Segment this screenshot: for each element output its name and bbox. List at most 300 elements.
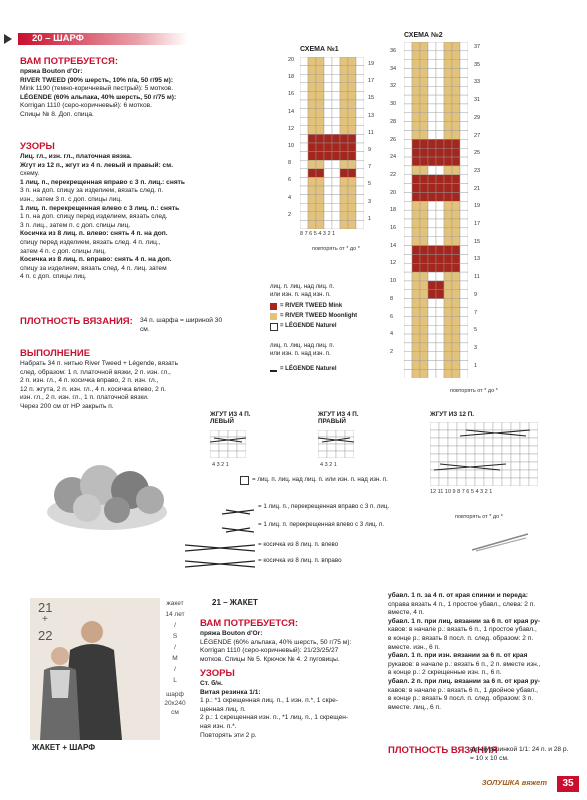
materials-lines-line: Спицы № 8. Доп. спица. xyxy=(20,110,94,118)
grid-cell xyxy=(436,281,444,290)
shawl-item: см xyxy=(171,709,179,716)
schema2-left-number: 34 xyxy=(390,65,397,72)
key-3: = 1 лиц. п. перекрещенная влево с 3 лиц. п. xyxy=(258,521,385,528)
grid-cell xyxy=(420,192,428,201)
grid-cell xyxy=(348,66,356,75)
grid-cell xyxy=(340,177,348,186)
grid-cell xyxy=(300,134,308,143)
grid-cell xyxy=(428,316,436,325)
grid-cell xyxy=(452,299,460,308)
grid-cell xyxy=(436,352,444,361)
legend-mink: = RIVER TWEED Mink xyxy=(280,303,343,309)
grid-cell xyxy=(436,325,444,334)
grid-cell xyxy=(300,100,308,109)
jacket-materials-line: пряжа Bouton d'Or: xyxy=(200,630,263,637)
grid-cell xyxy=(356,143,364,152)
grid-cell xyxy=(332,126,340,135)
grid-cell xyxy=(444,352,452,361)
grid-cell xyxy=(452,308,460,317)
grid-cell xyxy=(404,184,412,193)
grid-cell xyxy=(300,186,308,195)
key-4: = косичка из 8 лиц. п. влево xyxy=(258,541,339,548)
patterns-lines-line: 3 п. лиц., затем п. с доп. спицы лиц. xyxy=(20,221,131,229)
grid-cell xyxy=(308,160,316,169)
grid-cell xyxy=(452,148,460,157)
grid-cell xyxy=(332,117,340,126)
jacket-right_col-line: в конце р.: вязать 9 посл. п. след. образом: 3 п. xyxy=(388,695,534,703)
patterns-lines-line: 1 лиц. п., перекрещенная вправо с 3 п. лиц.: снять xyxy=(20,178,185,186)
grid-cell xyxy=(466,438,475,446)
grid-cell xyxy=(430,438,439,446)
grid-cell xyxy=(436,122,444,131)
grid-cell xyxy=(466,422,475,430)
grid-cell xyxy=(420,175,428,184)
grid-cell xyxy=(300,143,308,152)
grid-cell xyxy=(444,237,452,246)
grid-cell xyxy=(428,77,436,86)
grid-cell xyxy=(404,148,412,157)
grid-cell xyxy=(436,139,444,148)
grid-cell xyxy=(430,470,439,478)
execution-text xyxy=(20,360,220,412)
grid-cell xyxy=(436,104,444,113)
grid-cell xyxy=(336,444,345,451)
grid-cell xyxy=(436,369,444,378)
grid-cell xyxy=(332,100,340,109)
grid-cell xyxy=(332,143,340,152)
grid-cell xyxy=(210,451,219,458)
grid-cell xyxy=(420,334,428,343)
grid-cell xyxy=(404,361,412,370)
grid-cell xyxy=(420,254,428,263)
grid-cell xyxy=(420,352,428,361)
grid-cell xyxy=(316,169,324,178)
grid-cell xyxy=(420,184,428,193)
size-item: S xyxy=(172,633,178,640)
grid-cell xyxy=(308,91,316,100)
grid-cell xyxy=(430,422,439,430)
jacket-patterns-line: Ст. б/н. xyxy=(200,680,223,687)
grid-cell xyxy=(420,95,428,104)
grid-cell xyxy=(448,454,457,462)
grid-cell xyxy=(404,281,412,290)
grid-cell xyxy=(436,228,444,237)
grid-cell xyxy=(420,113,428,122)
grid-cell xyxy=(316,109,324,118)
grid-cell xyxy=(412,228,420,237)
grid-cell xyxy=(340,152,348,161)
grid-cell xyxy=(404,352,412,361)
grid-cell xyxy=(475,478,484,486)
grid-cell xyxy=(457,470,466,478)
grid-cell xyxy=(412,60,420,69)
grid-cell xyxy=(428,361,436,370)
jacket-patterns-line: щенная лиц. п. xyxy=(200,705,246,713)
grid-cell xyxy=(457,446,466,454)
grid-cell xyxy=(308,134,316,143)
schema1-left-number: 12 xyxy=(288,125,295,132)
grid-cell xyxy=(345,444,354,451)
swatch-mink xyxy=(270,303,277,310)
grid-cell xyxy=(316,74,324,83)
grid-cell xyxy=(404,51,412,60)
grid-cell xyxy=(444,184,452,193)
grid-cell xyxy=(439,478,448,486)
grid-cell xyxy=(460,352,468,361)
grid-cell xyxy=(444,51,452,60)
grid-cell xyxy=(420,228,428,237)
grid-cell xyxy=(444,104,452,113)
grid-cell xyxy=(324,177,332,186)
grid-cell xyxy=(428,219,436,228)
grid-cell xyxy=(436,219,444,228)
grid-cell xyxy=(428,237,436,246)
grid-cell xyxy=(404,369,412,378)
grid-cell xyxy=(493,454,502,462)
grid-cell xyxy=(436,60,444,69)
jacket-right_col-line: убавл. 1 п. за 4 п. от края спинки и переда: xyxy=(388,592,528,599)
grid-cell xyxy=(340,203,348,212)
grid-cell xyxy=(348,152,356,161)
grid-cell xyxy=(340,91,348,100)
grid-cell xyxy=(452,104,460,113)
grid-cell xyxy=(529,462,538,470)
grid-cell xyxy=(300,152,308,161)
key-2: = 1 лиц. п., перекрещенная вправо с 3 п. лиц. xyxy=(258,503,390,510)
grid-cell xyxy=(529,438,538,446)
grid-cell xyxy=(502,446,511,454)
grid-cell xyxy=(210,430,219,437)
density-heading: ПЛОТНОСТЬ ВЯЗАНИЯ: xyxy=(20,316,133,327)
legend-line-7: или изн. п. над изн. п. xyxy=(270,351,331,357)
grid-cell xyxy=(436,184,444,193)
grid-cell xyxy=(308,57,316,66)
grid-cell xyxy=(420,219,428,228)
grid-cell xyxy=(428,228,436,237)
grid-cell xyxy=(300,74,308,83)
execution-heading: ВЫПОЛНЕНИЕ xyxy=(20,348,91,359)
grid-cell xyxy=(316,203,324,212)
grid-cell xyxy=(511,478,520,486)
cable-twelve-title: ЖГУТ ИЗ 12 П. xyxy=(430,411,475,418)
grid-cell xyxy=(300,83,308,92)
cable-left-title: ЖГУТ ИЗ 4 П. ЛЕВЫЙ xyxy=(210,411,251,425)
grid-cell xyxy=(444,228,452,237)
grid-cell xyxy=(511,438,520,446)
grid-cell xyxy=(436,254,444,263)
grid-cell xyxy=(460,201,468,210)
schema2-right-number: 31 xyxy=(474,97,481,104)
grid-cell xyxy=(356,177,364,186)
grid-cell xyxy=(452,369,460,378)
grid-cell xyxy=(412,343,420,352)
grid-cell xyxy=(412,369,420,378)
grid-cell xyxy=(436,166,444,175)
grid-cell xyxy=(300,160,308,169)
grid-cell xyxy=(452,60,460,69)
grid-cell xyxy=(460,361,468,370)
grid-cell xyxy=(428,139,436,148)
grid-cell xyxy=(420,166,428,175)
materials-text xyxy=(20,68,210,120)
grid-cell xyxy=(308,169,316,178)
schema2-left-number: 32 xyxy=(390,83,397,90)
execution-lines-line: Через 200 см от НР закрыть п. xyxy=(20,402,114,410)
grid-cell xyxy=(340,134,348,143)
density-text: 34 п. шарфа = шириной 30 см. xyxy=(140,317,223,333)
arrow-icon xyxy=(4,34,12,44)
grid-cell xyxy=(428,281,436,290)
grid-cell xyxy=(340,169,348,178)
grid-cell xyxy=(452,51,460,60)
legend-moonlight: = RIVER TWEED Moonlight xyxy=(280,313,358,319)
grid-cell xyxy=(300,91,308,100)
grid-cell xyxy=(348,91,356,100)
grid-cell xyxy=(460,254,468,263)
grid-cell xyxy=(332,152,340,161)
jacket-right_col-line: в конце р.: вязать 8 посл. п. след. образом: 2 п. xyxy=(388,634,534,642)
grid-cell xyxy=(428,86,436,95)
grid-cell xyxy=(420,122,428,131)
materials-lines-line: Mink 1190 (темно-коричневый пестрый): 5 мотков. xyxy=(20,85,174,93)
schema1-right-number: 5 xyxy=(368,181,372,188)
grid-cell xyxy=(332,186,340,195)
grid-cell xyxy=(420,343,428,352)
grid-cell xyxy=(452,139,460,148)
size-item: жакет xyxy=(166,600,184,607)
grid-cell xyxy=(420,86,428,95)
yarn-bowl-image xyxy=(42,440,172,545)
grid-cell xyxy=(460,299,468,308)
size-list xyxy=(160,598,190,686)
grid-cell xyxy=(448,446,457,454)
jacket-right_col-line: убавл. 1 п. при лиц. вязании за 6 п. от края ру- xyxy=(388,617,541,625)
jacket-title: 21 – ЖАКЕТ xyxy=(212,598,258,607)
grid-cell xyxy=(428,166,436,175)
schema1-right-number: 13 xyxy=(368,112,375,119)
grid-cell xyxy=(356,160,364,169)
jacket-patterns-line: ная изн. п.*. xyxy=(200,722,237,730)
jacket-right_col-line: справа вязать 4 п., 1 простое убавл., слева: 2 п. xyxy=(388,600,536,608)
size-item: L xyxy=(173,677,177,684)
grid-cell xyxy=(436,316,444,325)
grid-cell xyxy=(428,246,436,255)
grid-cell xyxy=(460,272,468,281)
grid-cell xyxy=(428,334,436,343)
grid-cell xyxy=(340,186,348,195)
grid-cell xyxy=(318,430,327,437)
schema1-right-number: 11 xyxy=(368,129,374,136)
grid-cell xyxy=(324,212,332,221)
schema1-title: СХЕМА №1 xyxy=(300,46,339,53)
jacket-materials-line: LÉGENDE (60% альпака, 40% шерсть, 50 г/75 м): xyxy=(200,638,352,646)
swatch-naturel xyxy=(270,323,278,331)
grid-cell xyxy=(452,157,460,166)
grid-cell xyxy=(430,462,439,470)
grid-cell xyxy=(475,470,484,478)
grid-cell xyxy=(428,254,436,263)
schema2-right-number: 15 xyxy=(474,238,481,245)
cable-left-grid xyxy=(210,430,246,463)
grid-cell xyxy=(493,438,502,446)
schema2-right-number: 13 xyxy=(474,256,481,263)
grid-cell xyxy=(428,308,436,317)
grid-cell xyxy=(430,454,439,462)
grid-cell xyxy=(420,104,428,113)
grid-cell xyxy=(404,69,412,78)
grid-cell xyxy=(300,220,308,229)
grid-cell xyxy=(428,148,436,157)
grid-cell xyxy=(412,42,420,51)
grid-cell xyxy=(444,86,452,95)
grid-cell xyxy=(340,195,348,204)
grid-cell xyxy=(460,281,468,290)
grid-cell xyxy=(420,139,428,148)
grid-cell xyxy=(332,177,340,186)
grid-cell xyxy=(316,160,324,169)
jacket-patterns-line: 2 р.: 1 скрещенная изн. п., *1 лиц. п., 1 скрещен- xyxy=(200,714,349,722)
grid-cell xyxy=(484,438,493,446)
grid-cell xyxy=(356,134,364,143)
grid-cell xyxy=(420,316,428,325)
braid-right-icon xyxy=(185,556,255,574)
grid-cell xyxy=(412,77,420,86)
grid-cell xyxy=(428,122,436,131)
grid-cell xyxy=(428,369,436,378)
grid-cell xyxy=(444,122,452,131)
legend-line-1: лиц. п. лиц. над лиц. п. xyxy=(270,284,335,290)
grid-cell xyxy=(348,109,356,118)
grid-cell xyxy=(356,152,364,161)
grid-cell xyxy=(466,446,475,454)
grid-cell xyxy=(404,299,412,308)
size-plus: + xyxy=(42,614,48,625)
grid-cell xyxy=(452,113,460,122)
grid-cell xyxy=(308,117,316,126)
grid-cell xyxy=(356,220,364,229)
schema1-right-number: 7 xyxy=(368,164,372,171)
grid-cell xyxy=(457,438,466,446)
patterns-lines-line: Лиц. гл., изн. гл., платочная вязка. xyxy=(20,153,132,160)
cross-left-icon xyxy=(222,521,254,539)
grid-cell xyxy=(493,478,502,486)
grid-cell xyxy=(493,446,502,454)
grid-cell xyxy=(308,83,316,92)
grid-cell xyxy=(430,430,439,438)
grid-cell xyxy=(324,169,332,178)
grid-cell xyxy=(237,444,246,451)
grid-cell xyxy=(460,157,468,166)
grid-cell xyxy=(404,122,412,131)
grid-cell xyxy=(439,430,448,438)
section-header xyxy=(0,30,200,47)
grid-cell xyxy=(412,290,420,299)
grid-cell xyxy=(340,212,348,221)
grid-cell xyxy=(436,343,444,352)
patterns-lines-line: Косичка из 8 лиц. п. влево: снять 4 п. на доп. xyxy=(20,230,168,238)
grid-cell xyxy=(404,104,412,113)
grid-cell xyxy=(324,186,332,195)
grid-cell xyxy=(404,308,412,317)
grid-cell xyxy=(520,470,529,478)
grid-cell xyxy=(452,228,460,237)
grid-cell xyxy=(300,212,308,221)
grid-cell xyxy=(444,192,452,201)
grid-cell xyxy=(475,422,484,430)
grid-cell xyxy=(452,272,460,281)
grid-cell xyxy=(452,131,460,140)
grid-cell xyxy=(300,203,308,212)
grid-cell xyxy=(356,57,364,66)
grid-cell xyxy=(420,157,428,166)
patterns-text xyxy=(20,153,220,282)
grid-cell xyxy=(444,254,452,263)
grid-cell xyxy=(356,169,364,178)
grid-cell xyxy=(493,462,502,470)
grid-cell xyxy=(436,77,444,86)
grid-cell xyxy=(452,175,460,184)
legend-line-2: или изн. п. над изн. п. xyxy=(270,292,331,298)
grid-cell xyxy=(436,201,444,210)
grid-cell xyxy=(324,160,332,169)
grid-cell xyxy=(412,192,420,201)
grid-cell xyxy=(428,60,436,69)
grid-cell xyxy=(412,254,420,263)
grid-cell xyxy=(452,352,460,361)
patterns-lines-line: Жгут из 12 п., жгут из 4 п. левый и правый: см. xyxy=(20,161,173,169)
grid-cell xyxy=(348,126,356,135)
grid-cell xyxy=(460,86,468,95)
grid-cell xyxy=(412,361,420,370)
grid-cell xyxy=(529,422,538,430)
grid-cell xyxy=(324,126,332,135)
grid-cell xyxy=(324,134,332,143)
patterns-lines-line: схему. xyxy=(20,170,40,178)
grid-cell xyxy=(430,478,439,486)
grid-cell xyxy=(436,51,444,60)
grid-cell xyxy=(448,438,457,446)
schema1-right-number: 17 xyxy=(368,78,375,85)
grid-cell xyxy=(336,451,345,458)
schema1-right-number: 19 xyxy=(368,61,375,67)
grid-cell xyxy=(316,100,324,109)
schema1-left-number: 8 xyxy=(288,160,292,167)
jacket-photo xyxy=(30,598,160,740)
grid-cell xyxy=(356,186,364,195)
grid-cell xyxy=(308,220,316,229)
grid-cell xyxy=(404,290,412,299)
grid-cell xyxy=(356,91,364,100)
grid-cell xyxy=(324,117,332,126)
grid-cell xyxy=(444,369,452,378)
grid-cell xyxy=(452,361,460,370)
schema2-left-number: 28 xyxy=(390,118,397,125)
grid-cell xyxy=(448,478,457,486)
grid-cell xyxy=(404,166,412,175)
grid-cell xyxy=(452,334,460,343)
grid-cell xyxy=(404,343,412,352)
schema1-right-number: 3 xyxy=(368,198,372,205)
grid-cell xyxy=(529,446,538,454)
grid-cell xyxy=(428,42,436,51)
grid-cell xyxy=(336,430,345,437)
cable-left-numbers: 4 3 2 1 xyxy=(212,462,229,468)
magazine-brand: ЗОЛУШКА вяжет xyxy=(481,778,547,787)
cable-twelve-numbers: 12 11 10 9 8 7 6 5 4 3 2 1 xyxy=(430,489,493,495)
grid-cell xyxy=(210,444,219,451)
grid-cell xyxy=(324,109,332,118)
grid-cell xyxy=(460,42,468,51)
